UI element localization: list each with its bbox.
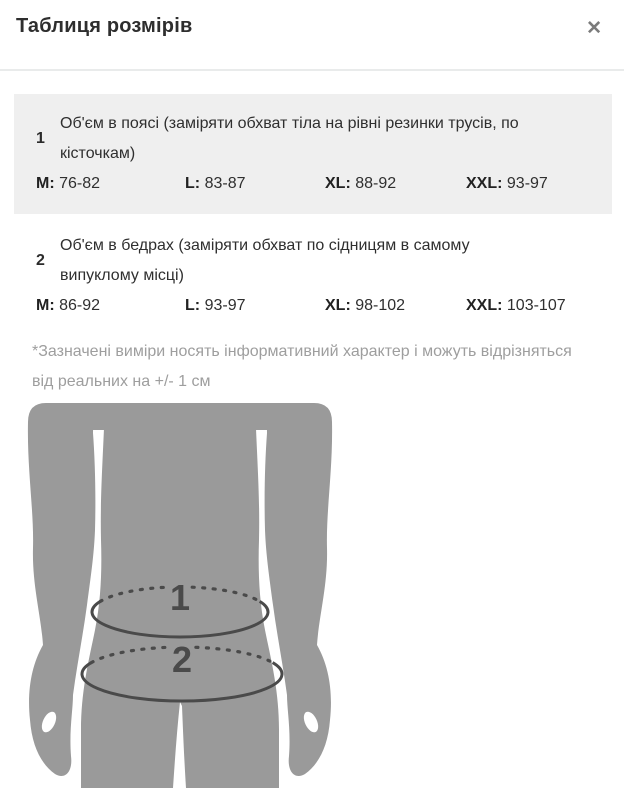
size-value: 86-92 [59, 297, 101, 314]
size-value: 83-87 [204, 175, 246, 192]
row-number: 2 [36, 252, 45, 269]
size-row-waist [14, 94, 612, 214]
size-row-hips [14, 214, 612, 321]
size-cell-xl [325, 291, 466, 321]
close-icon[interactable]: ✕ [580, 17, 608, 40]
row-head [14, 109, 612, 169]
size-value: 76-82 [59, 175, 101, 192]
row-head [14, 231, 612, 291]
hip-label: 2 [171, 639, 193, 680]
waist-label: 1 [169, 577, 191, 618]
size-label: XL: [325, 297, 351, 314]
size-cell-m [36, 169, 185, 199]
size-cell-l [185, 169, 325, 199]
size-value: 103-107 [506, 297, 566, 314]
size-value: 98-102 [355, 297, 406, 314]
size-cell-xl [325, 169, 466, 199]
row-number: 1 [36, 130, 45, 147]
size-label: L: [185, 297, 201, 314]
size-value: 93-97 [204, 297, 246, 314]
modal-header [0, 0, 624, 70]
size-value: 93-97 [506, 175, 548, 192]
header-divider [0, 69, 624, 71]
size-values-row [14, 169, 612, 199]
measurement-note: *Зазначені виміри носять інформативний характер і можуть відрізняться від реальних на +/- 1 см [32, 343, 572, 390]
size-label: XL: [325, 175, 351, 192]
size-cell-l [185, 291, 325, 321]
size-label: XXL: [466, 175, 503, 192]
size-label: L: [185, 175, 201, 192]
row-description: Об'єм в бедрах (заміряти обхват по сідницям в самому випуклому місці) [60, 237, 470, 284]
body-measurement-figure [15, 400, 345, 788]
size-value: 88-92 [355, 175, 397, 192]
size-cell-m [36, 291, 185, 321]
body-silhouette-svg [15, 400, 345, 788]
size-label: M: [36, 297, 55, 314]
page-title: Таблиця розмірів [16, 15, 193, 37]
size-label: XXL: [466, 297, 503, 314]
row-description: Об'єм в поясі (заміряти обхват тіла на рівні резинки трусів, по кісточкам) [60, 115, 519, 162]
size-values-row [14, 291, 612, 321]
size-label: M: [36, 175, 55, 192]
shoulders-shape [75, 403, 285, 430]
size-cell-xxl [466, 169, 612, 199]
size-cell-xxl [466, 291, 612, 321]
